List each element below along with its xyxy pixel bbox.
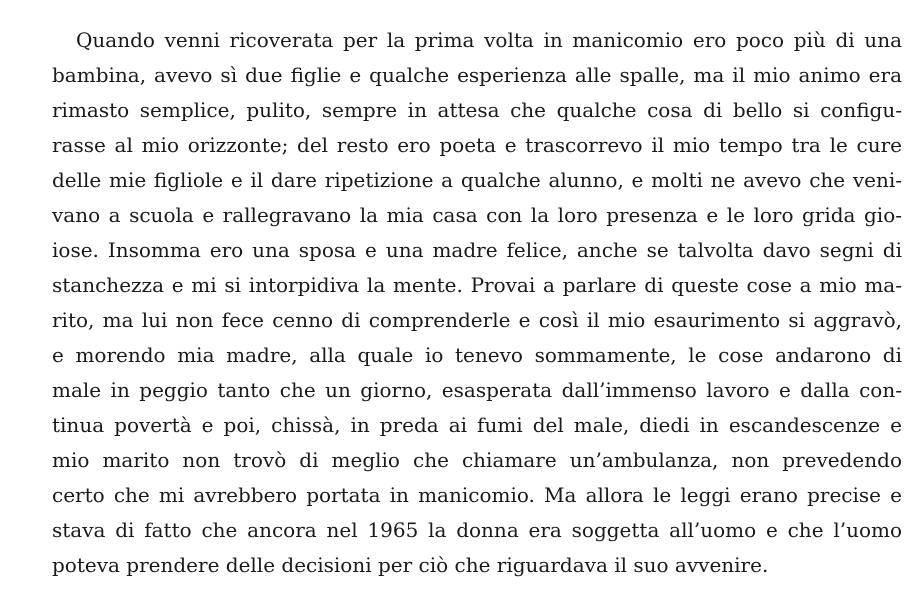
text-line: stava di fatto che ancora nel 1965 la donna era soggetta all’uomo e che l’uomo (52, 518, 902, 542)
text-line: iose. Insomma ero una sposa e una madre felice, anche se talvolta davo segni di (52, 238, 902, 262)
text-line: poteva prendere delle decisioni per ciò che riguardava il suo avvenire. (52, 553, 769, 577)
text-line: mio marito non trovò di meglio che chiamare un’ambulanza, non prevedendo (52, 448, 902, 472)
text-line: e morendo mia madre, alla quale io tenevo sommamente, le cose andarono di (52, 343, 902, 367)
text-line: certo che mi avrebbero portata in manicomio. Ma allora le leggi erano precise e (52, 483, 902, 507)
text-line: vano a scuola e rallegravano la mia casa con la loro presenza e le loro grida gio- (52, 203, 902, 227)
text-line: tinua povertà e poi, chissà, in preda ai fumi del male, diedi in escandescenze e (52, 413, 902, 437)
text-line: delle mie figliole e il dare ripetizione a qualche alunno, e molti ne avevo che veni- (52, 168, 902, 192)
text-line: rasse al mio orizzonte; del resto ero poeta e trascorrevo il mio tempo tra le cure (52, 133, 902, 157)
text-line: male in peggio tanto che un giorno, esasperata dall’immenso lavoro e dalla con- (52, 378, 902, 402)
text-line: stanchezza e mi si intorpidiva la mente. Provai a parlare di queste cose a mio ma- (52, 273, 902, 297)
text-line: Quando venni ricoverata per la prima volta in manicomio ero poco più di una (76, 28, 902, 52)
text-line: rito, ma lui non fece cenno di comprenderle e così il mio esaurimento si aggravò, (52, 308, 902, 332)
text-line: bambina, avevo sì due figlie e qualche esperienza alle spalle, ma il mio animo era (52, 63, 902, 87)
text-line: rimasto semplice, pulito, sempre in attesa che qualche cosa di bello si configu- (52, 98, 902, 122)
body-paragraph (52, 23, 902, 583)
